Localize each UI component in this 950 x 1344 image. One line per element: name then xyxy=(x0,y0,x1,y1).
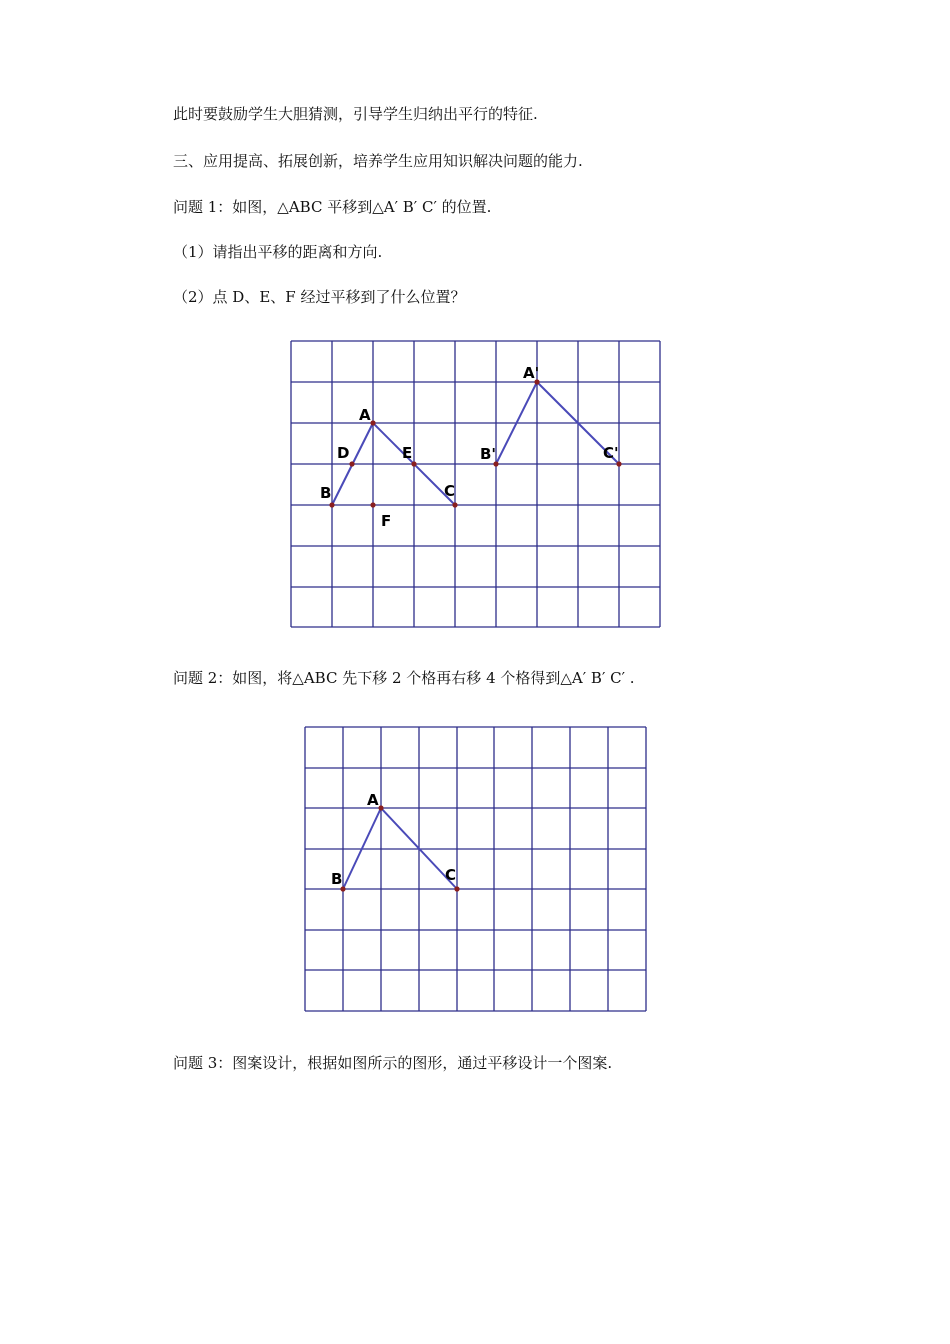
problem-3-text: 问题 3：图案设计，根据如图所示的图形，通过平移设计一个图案. xyxy=(173,1054,613,1072)
label-c: C xyxy=(445,866,457,884)
problem-1-part-2: （2）点 D、E、F 经过平移到了什么位置？ xyxy=(173,288,466,306)
point-c-prime xyxy=(616,461,621,466)
problem-1-part-1: （1）请指出平移的距离和方向. xyxy=(173,243,383,261)
problem-1-text: 问题 1：如图，△ABC 平移到△A′ B′ C′ 的位置. xyxy=(173,198,492,216)
point-c xyxy=(454,886,459,891)
label-e: E xyxy=(402,444,413,462)
label-c: C xyxy=(444,482,456,500)
label-b: B xyxy=(320,484,332,502)
point-f xyxy=(370,502,375,507)
label-d: D xyxy=(337,444,350,462)
section-heading-application: 三、应用提高、拓展创新，培养学生应用知识解决问题的能力. xyxy=(173,152,583,170)
label-a: A xyxy=(367,791,379,809)
label-c-prime: C' xyxy=(603,444,619,462)
figure-1-grid xyxy=(291,341,660,627)
point-b xyxy=(329,502,334,507)
figure-2-grid xyxy=(305,727,646,1011)
figure-1-translation-grid xyxy=(290,340,661,628)
problem-2-text: 问题 2：如图，将△ABC 先下移 2 个格再右移 4 个格得到△A′ B′ C′ . xyxy=(173,669,635,687)
paragraph-encourage-guess: 此时要鼓励学生大胆猜测，引导学生归纳出平行的特征. xyxy=(173,105,538,123)
point-e xyxy=(411,461,416,466)
label-a-prime: A' xyxy=(523,364,540,382)
point-a xyxy=(370,420,375,425)
label-b-prime: B' xyxy=(480,445,497,463)
point-c xyxy=(452,502,457,507)
label-a: A xyxy=(359,406,371,424)
figure-2-translation-grid xyxy=(304,726,648,1012)
label-f: F xyxy=(381,512,392,530)
label-b: B xyxy=(331,870,343,888)
point-d xyxy=(349,461,354,466)
point-a xyxy=(378,805,383,810)
